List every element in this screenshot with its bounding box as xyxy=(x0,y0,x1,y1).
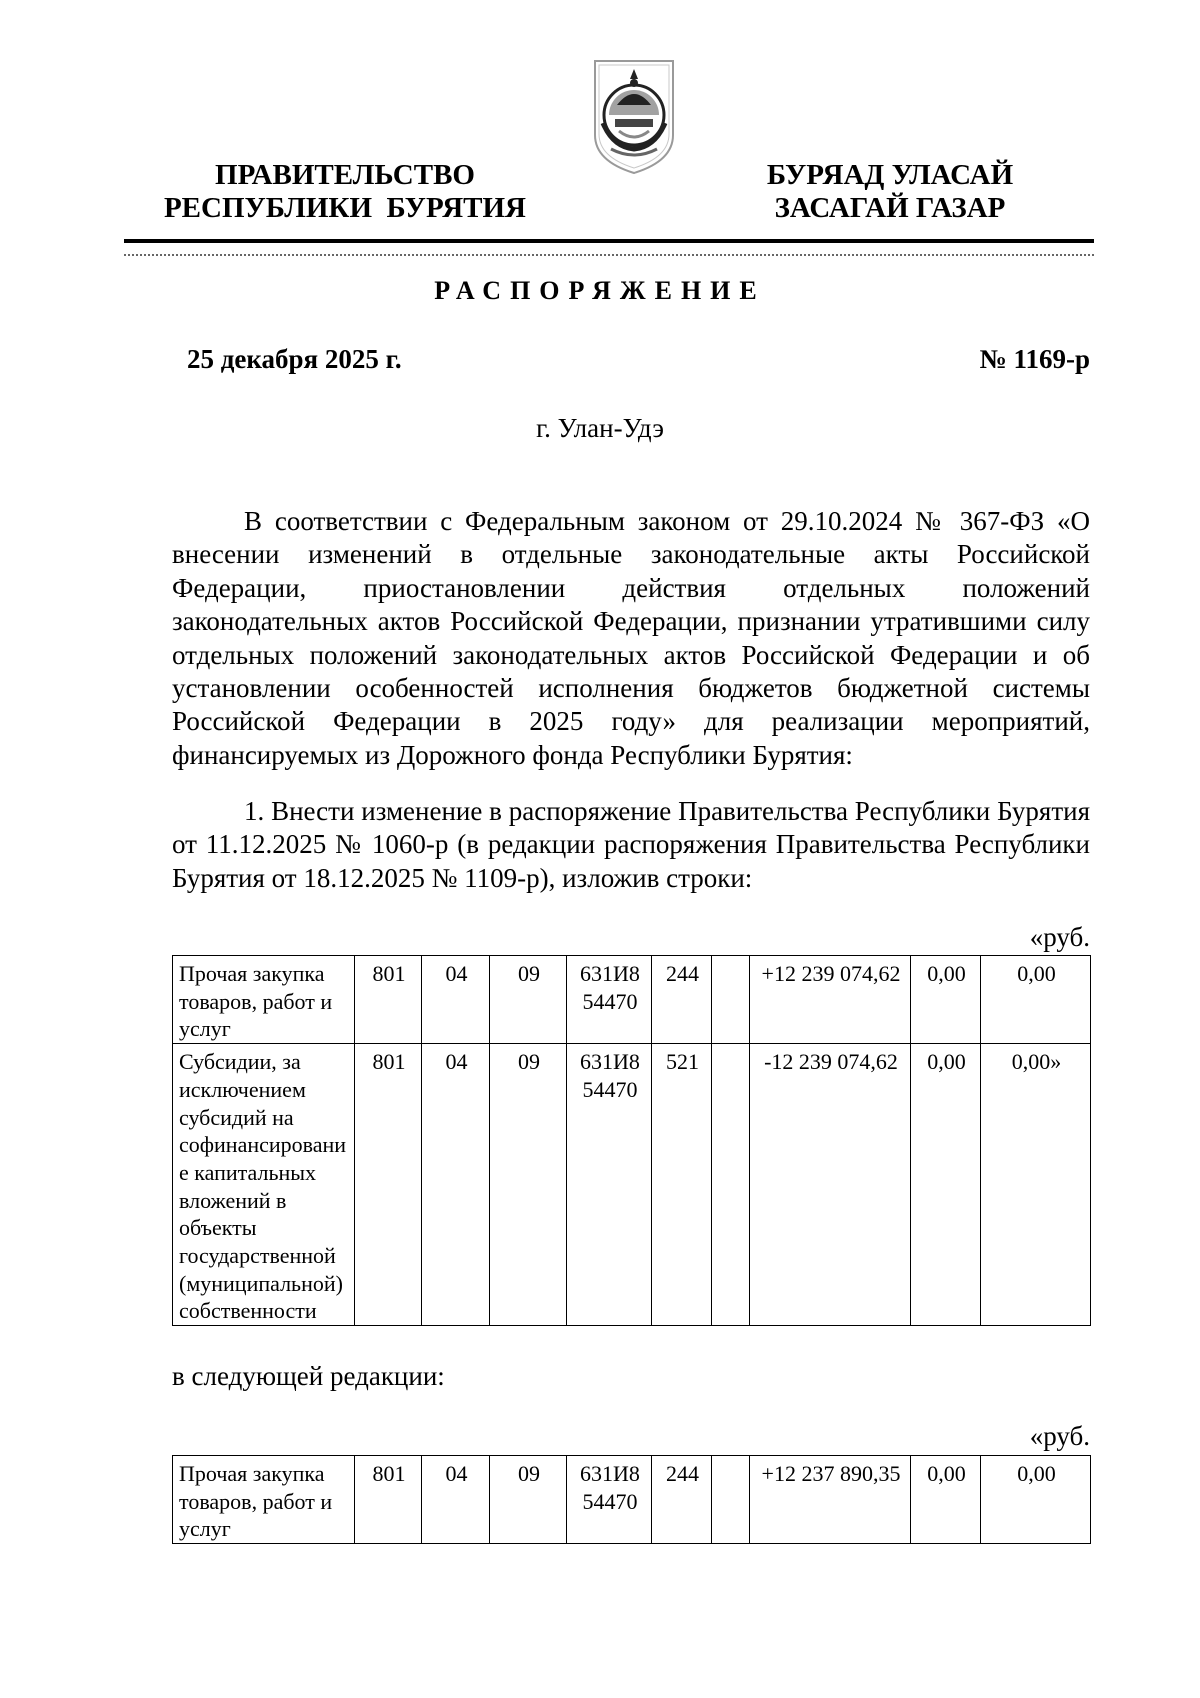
cell-empty xyxy=(712,1456,750,1544)
document-type-title: РАСПОРЯЖЕНИЕ xyxy=(434,276,766,305)
cell-amount-2026: 0,00 xyxy=(911,1456,981,1544)
cell-target-article: 631И8 54470 xyxy=(567,1456,652,1544)
row-name: Прочая закупка товаров, работ и услуг xyxy=(173,1456,355,1544)
cell-empty xyxy=(712,956,750,1044)
item-1-paragraph: 1. Внести изменение в распоряжение Правительства Республики Бурятия от 11.12.2025 № 1060-р (в редакции распоряжения Правительства Республики Бурятия от 18.12.2025 № 1109-р), изложив строки: xyxy=(172,796,1090,893)
document-number: № 1169-р xyxy=(979,344,1090,374)
header-divider-dotted xyxy=(124,254,1094,256)
cell-section: 04 xyxy=(422,1044,490,1326)
document-date: 25 декабря 2025 г. xyxy=(187,344,402,374)
cell-section: 04 xyxy=(422,1456,490,1544)
budget-table-before xyxy=(172,955,1091,1326)
cell-expense-type: 244 xyxy=(652,1456,712,1544)
cell-subsection: 09 xyxy=(490,956,567,1044)
table-row xyxy=(173,1044,1091,1326)
coat-of-arms-buryatia-icon xyxy=(589,57,679,175)
currency-label: «руб. xyxy=(1029,1421,1090,1451)
header-right-line2: ЗАСАГАЙ ГАЗАР xyxy=(774,192,1006,224)
budget-table-after xyxy=(172,1455,1091,1544)
cell-subsection: 09 xyxy=(490,1456,567,1544)
currency-label: «руб. xyxy=(1029,922,1090,952)
header-right-line1: БУРЯАД УЛАСАЙ xyxy=(766,159,1014,191)
header-government-bua xyxy=(760,159,1020,225)
table-row xyxy=(173,1456,1091,1544)
header-left-line1: ПРАВИТЕЛЬСТВО xyxy=(215,159,475,191)
row-name: Субсидии, за исключением субсидий на софинансирование капитальных вложений в объекты государственной (муниципальной) собственности xyxy=(173,1044,355,1326)
cell-expense-type: 244 xyxy=(652,956,712,1044)
cell-expense-type: 521 xyxy=(652,1044,712,1326)
cell-ministry: 801 xyxy=(355,956,422,1044)
cell-empty xyxy=(712,1044,750,1326)
cell-amount-2026: 0,00 xyxy=(911,1044,981,1326)
cell-target-article: 631И8 54470 xyxy=(567,956,652,1044)
header-left-line2: РЕСПУБЛИКИ БУРЯТИЯ xyxy=(163,192,527,224)
cell-subsection: 09 xyxy=(490,1044,567,1326)
cell-amount-2025: +12 237 890,35 xyxy=(750,1456,911,1544)
preamble-paragraph: В соответствии с Федеральным законом от 29.10.2024 № 367-ФЗ «О внесении изменений в отдельные законодательные акты Российской Федерации, приостановлении действия отдельных положений законодательных актов Российской Федерации, признании утратившими силу отдельных положений законодательных актов Российской Федерации и об установлении особенностей исполнения бюджетов бюджетной системы Российской Федерации в 2025 году» для реализации мероприятий, финансируемых из Дорожного фонда Республики Бурятия: xyxy=(172,506,1090,770)
cell-amount-2027: 0,00 xyxy=(981,956,1091,1044)
cell-section: 04 xyxy=(422,956,490,1044)
table-row xyxy=(173,956,1091,1044)
cell-ministry: 801 xyxy=(355,1456,422,1544)
cell-amount-2025: +12 239 074,62 xyxy=(750,956,911,1044)
following-wording-label: в следующей редакции: xyxy=(172,1361,445,1391)
header-government-ru xyxy=(160,159,530,225)
row-name: Прочая закупка товаров, работ и услуг xyxy=(173,956,355,1044)
cell-target-article: 631И8 54470 xyxy=(567,1044,652,1326)
cell-amount-2026: 0,00 xyxy=(911,956,981,1044)
cell-amount-2027: 0,00» xyxy=(981,1044,1091,1326)
cell-amount-2027: 0,00 xyxy=(981,1456,1091,1544)
cell-ministry: 801 xyxy=(355,1044,422,1326)
header-divider-thick xyxy=(124,239,1094,243)
cell-amount-2025: -12 239 074,62 xyxy=(750,1044,911,1326)
document-city: г. Улан-Удэ xyxy=(536,413,664,443)
